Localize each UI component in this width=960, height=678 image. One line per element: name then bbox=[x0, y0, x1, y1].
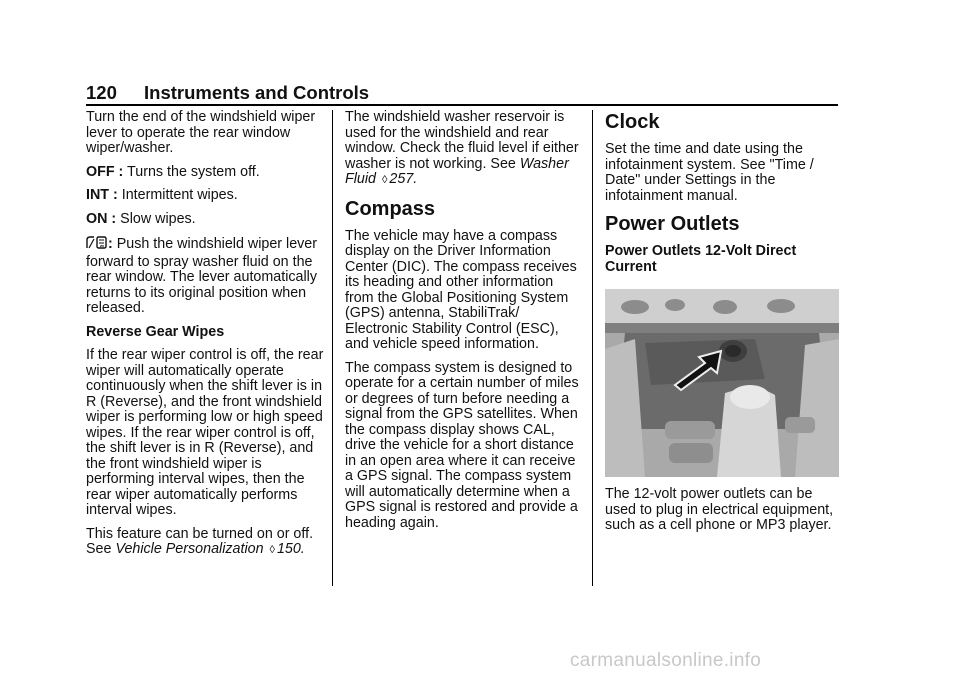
vehicle-personalization-page[interactable]: 150. bbox=[276, 541, 305, 557]
on-text: Slow wipes. bbox=[120, 210, 196, 227]
clock-text: Set the time and date using the infotainment system. See "Time / Date" under Settings in the infotainment manual. bbox=[605, 141, 814, 204]
rear-wiper-intro: Turn the end of the windshield wiper lever to operate the rear window wiper/washer. bbox=[86, 109, 316, 156]
reservoir-text: The windshield washer reservoir is used for the windshield and rear window. Check the fluid level if either washer is not working. See bbox=[345, 109, 579, 172]
page-header bbox=[86, 82, 838, 104]
washer-reservoir-text bbox=[345, 110, 583, 189]
header-rule bbox=[86, 104, 838, 106]
washer-fluid-page[interactable]: 257. bbox=[389, 171, 418, 187]
washer-fluid-link[interactable]: Washer Fluid bbox=[345, 155, 569, 187]
page-ref-icon: ◊ bbox=[269, 544, 275, 556]
page-ref-icon: ◊ bbox=[381, 174, 388, 186]
column-2 bbox=[345, 110, 583, 539]
page-number: 120 bbox=[86, 82, 117, 103]
see-word: See bbox=[86, 541, 112, 557]
column-divider-1 bbox=[332, 110, 333, 586]
rear-washer-icon bbox=[86, 235, 108, 255]
feature-toggle-note bbox=[86, 527, 324, 559]
column-divider-2 bbox=[592, 110, 593, 586]
clock-heading: Clock bbox=[605, 111, 660, 133]
column-3 bbox=[605, 110, 841, 542]
washer-text: Push the windshield wiper lever forward to spray washer fluid on the rear window. The lever automatically returns to its original position when released. bbox=[86, 236, 318, 316]
column-1 bbox=[86, 110, 324, 567]
compass-heading: Compass bbox=[345, 197, 436, 220]
reverse-gear-heading: Reverse Gear Wipes bbox=[86, 323, 225, 340]
power-outlets-heading: Power Outlets bbox=[605, 213, 740, 235]
washer-term: : bbox=[108, 236, 113, 252]
vehicle-personalization-link[interactable]: Vehicle Personalization bbox=[115, 541, 264, 557]
washer-setting bbox=[86, 235, 324, 317]
section-title: Instruments and Controls bbox=[144, 82, 370, 103]
compass-paragraph-1: The vehicle may have a compass display on the Driver Information Center (DIC). The compass receives its heading and other information from the Global Positioning System (GPS) antenna, StabiliTrak/ Electronic Stability Control (ESC), and vehicle speed information. bbox=[345, 227, 577, 352]
off-setting bbox=[86, 165, 324, 181]
power-outlet-illustration bbox=[605, 289, 839, 477]
int-text: Intermittent wipes. bbox=[121, 187, 238, 203]
on-term: ON : bbox=[86, 210, 117, 227]
power-outlets-subheading: Power Outlets 12-Volt Direct Current bbox=[605, 243, 797, 275]
off-term: OFF : bbox=[86, 163, 124, 180]
watermark: carmanualsonline.info bbox=[570, 650, 762, 671]
on-setting bbox=[86, 212, 324, 228]
reverse-gear-text: If the rear wiper control is off, the rear wiper will automatically operate continuously when the shift lever is in R (Reverse), and the front windshield wiper is performing low or high speed wipes. If the rear wiper control is off, the shift lever is in R (Reverse), and the front windshield wiper is performing interval wipes, then the rear wiper automatically performs interval wipes. bbox=[86, 347, 324, 518]
int-setting bbox=[86, 188, 324, 204]
off-text: Turns the system off. bbox=[127, 163, 260, 180]
feature-text: This feature can be turned on or off. bbox=[86, 525, 314, 542]
int-term: INT : bbox=[86, 187, 118, 203]
power-outlets-text: The 12-volt power outlets can be used to plug in electrical equipment, such as a cell phone or MP3 player. bbox=[605, 486, 834, 533]
compass-paragraph-2: The compass system is designed to operate for a certain number of miles or degrees of turn before needing a signal from the GPS satellites. When the compass display shows CAL, drive the vehicle for a short distance in an open area where it can receive a GPS signal. The compass system will automatically determine when a GPS signal is restored and provide a heading again. bbox=[345, 359, 579, 531]
